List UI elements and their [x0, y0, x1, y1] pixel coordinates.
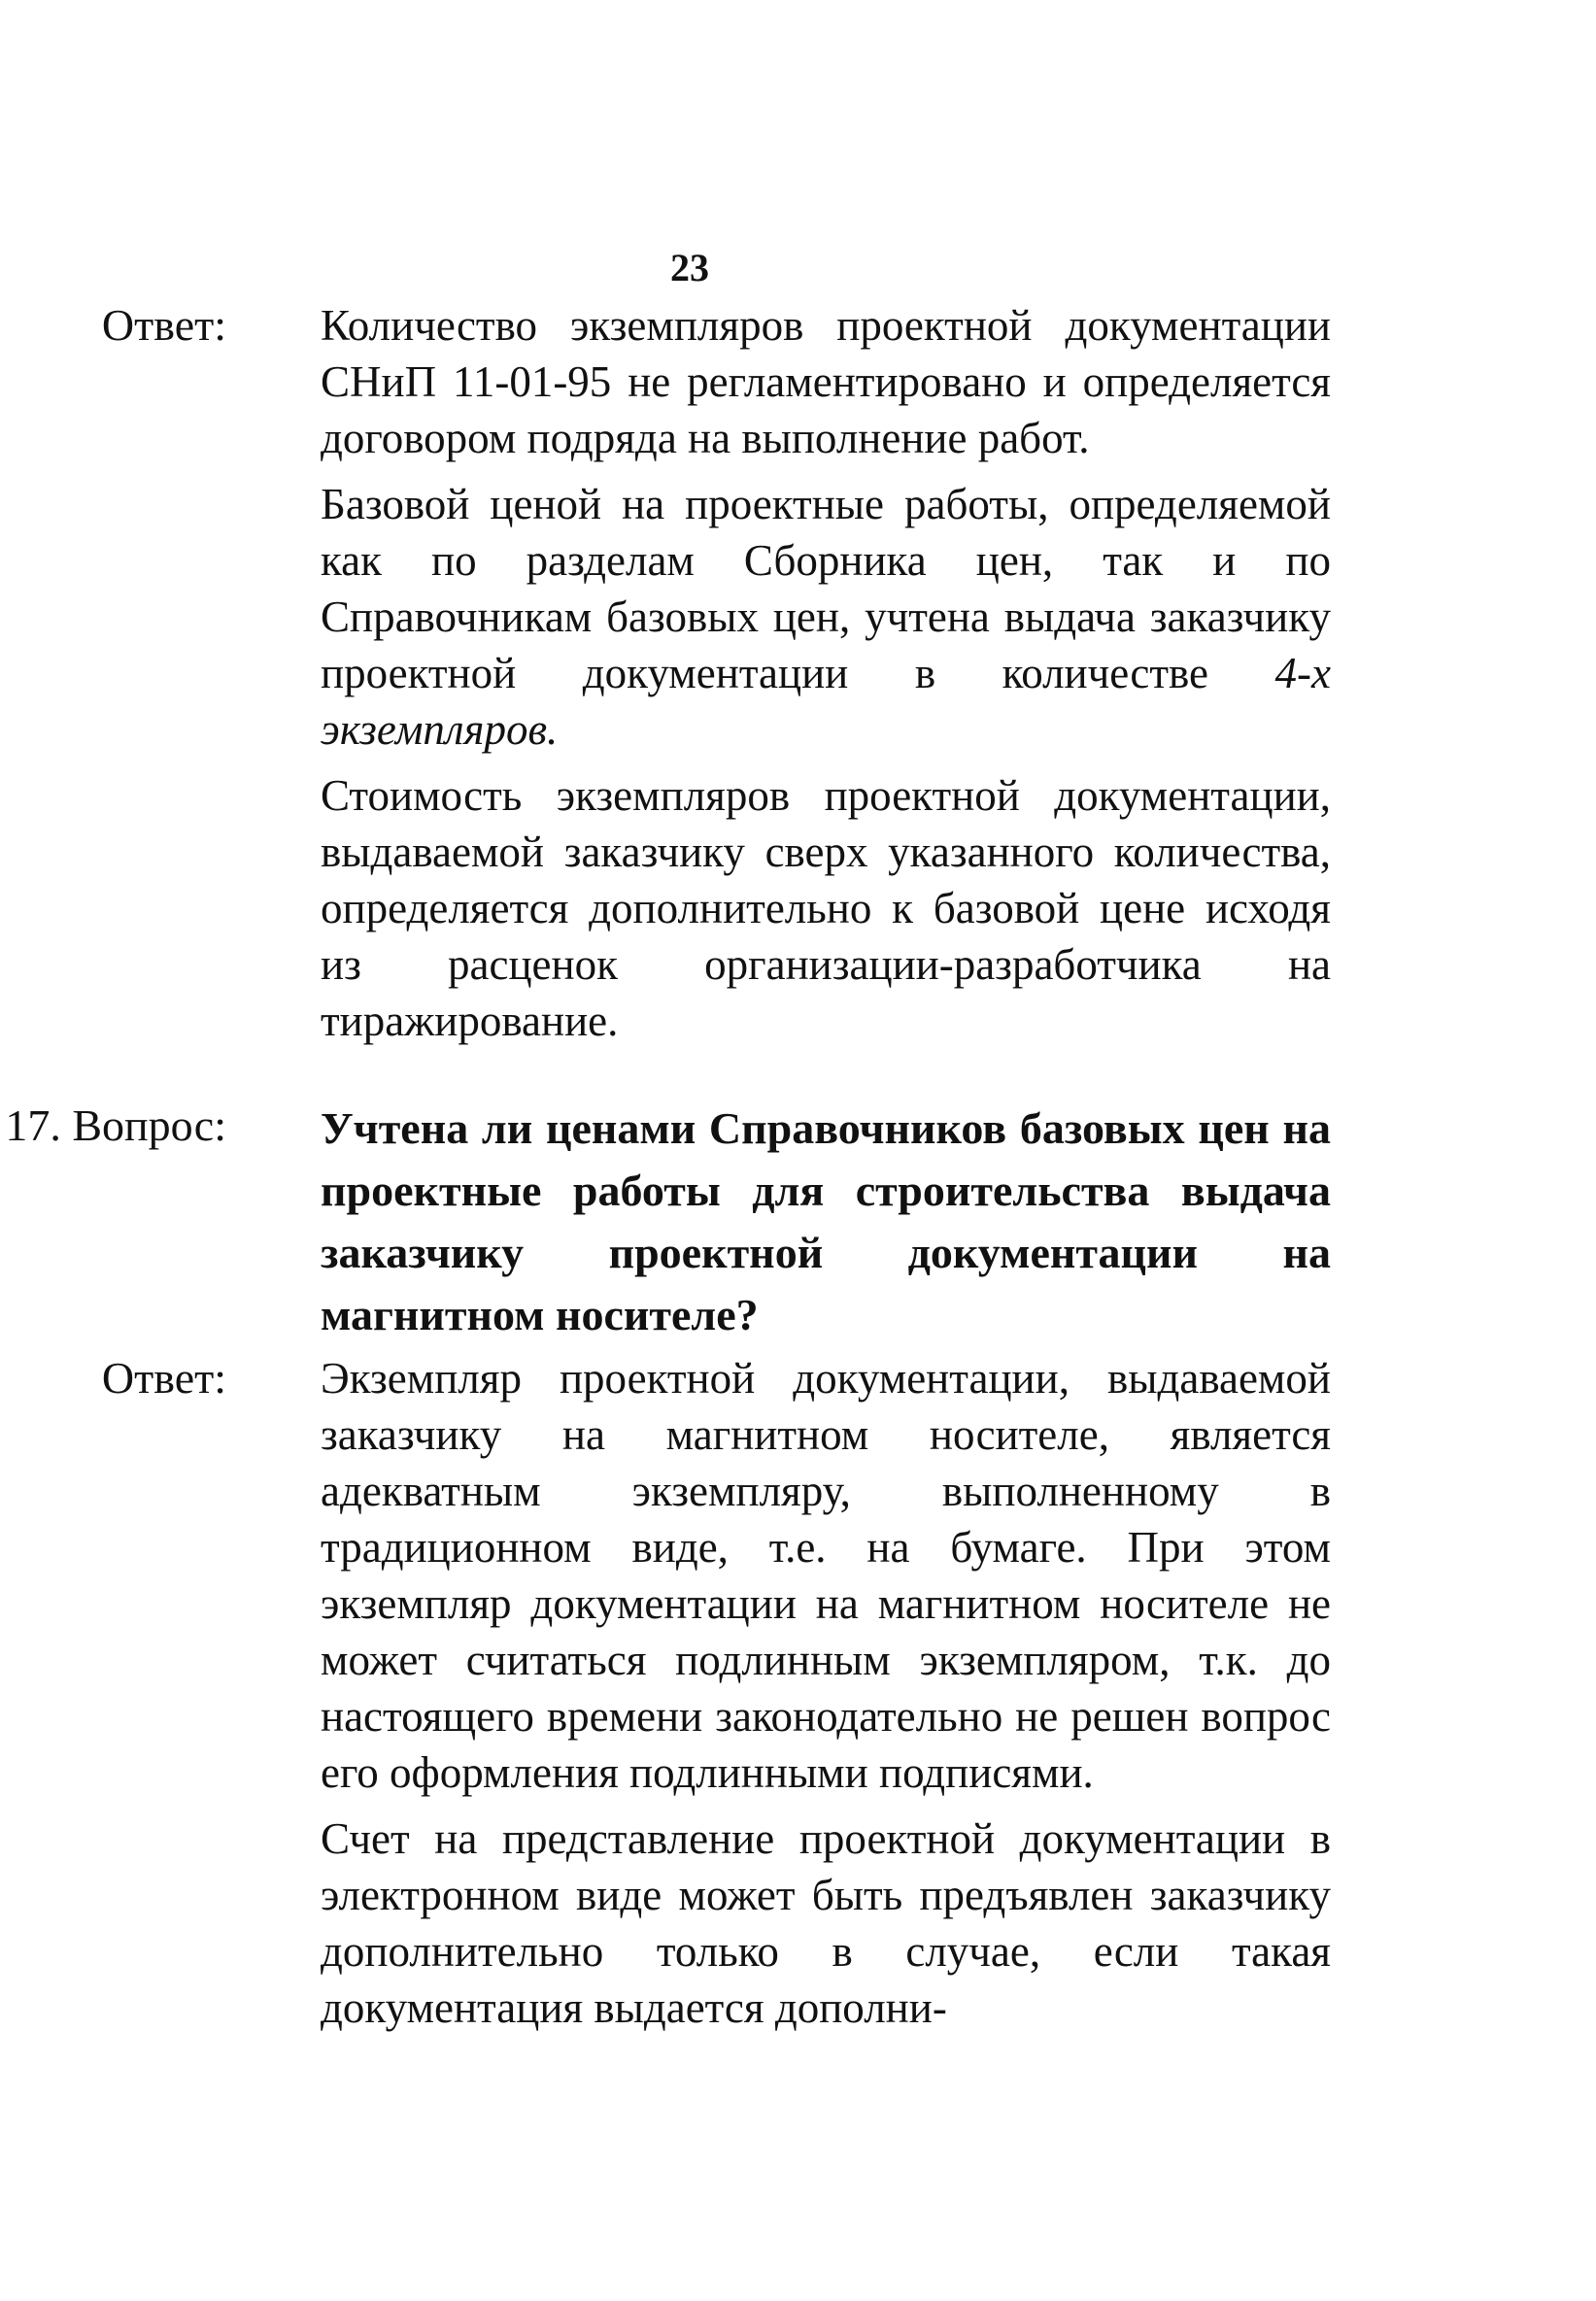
- answer-paragraph: Экземпляр проектной документации, выдаваемой заказчику на магнитном носителе, является адекватным экземпляру, выполненному в традиционном виде, т.е. на бумаге. При этом экземпляр документации на магнитном носителе не может считаться подлинным экземпляром, т.к. до настоящего времени законодательно не решен вопрос его оформления подлинными подписями.: [321, 1354, 1331, 1797]
- question-label: 17. Вопрос:: [5, 1100, 226, 1150]
- answer-paragraph: Счет на представление проектной документации в электронном виде может быть предъявлен заказчику дополнительно только в случае, если такая документация выдается дополни-: [321, 1814, 1331, 2032]
- answer-paragraph: Количество экземпляров проектной документации СНиП 11-01-95 не регламентировано и определяется договором подряда на выполнение работ.: [321, 301, 1331, 462]
- answer-label: Ответ:: [101, 1353, 226, 1403]
- answer-label: Ответ:: [101, 300, 226, 350]
- question-text: Учтена ли ценами Справочников базовых цен на проектные работы для строительства выдача заказчику проектной документации на магнитном носителе?: [321, 1103, 1331, 1339]
- answer-paragraph: [321, 476, 1331, 758]
- question-text-wrap: [321, 1098, 1331, 1346]
- answer-text: [321, 1350, 1331, 2036]
- answer-paragraph: Стоимость экземпляров проектной документации, выдаваемой заказчику сверх указанного количества, определяется дополнительно к базовой цене исходя из расценок организации-разработчика на тиражирование.: [321, 771, 1331, 1045]
- answer-text: [321, 297, 1331, 1049]
- answer-emphasis: 4-х экземпляров.: [321, 649, 1331, 754]
- page-number: 23: [670, 246, 709, 289]
- answer-paragraph-text: Базовой ценой на проектные работы, определяемой как по разделам Сборника цен, так и по Справочникам базовых цен, учтена выдача заказчику проектной документации в количестве: [321, 480, 1331, 697]
